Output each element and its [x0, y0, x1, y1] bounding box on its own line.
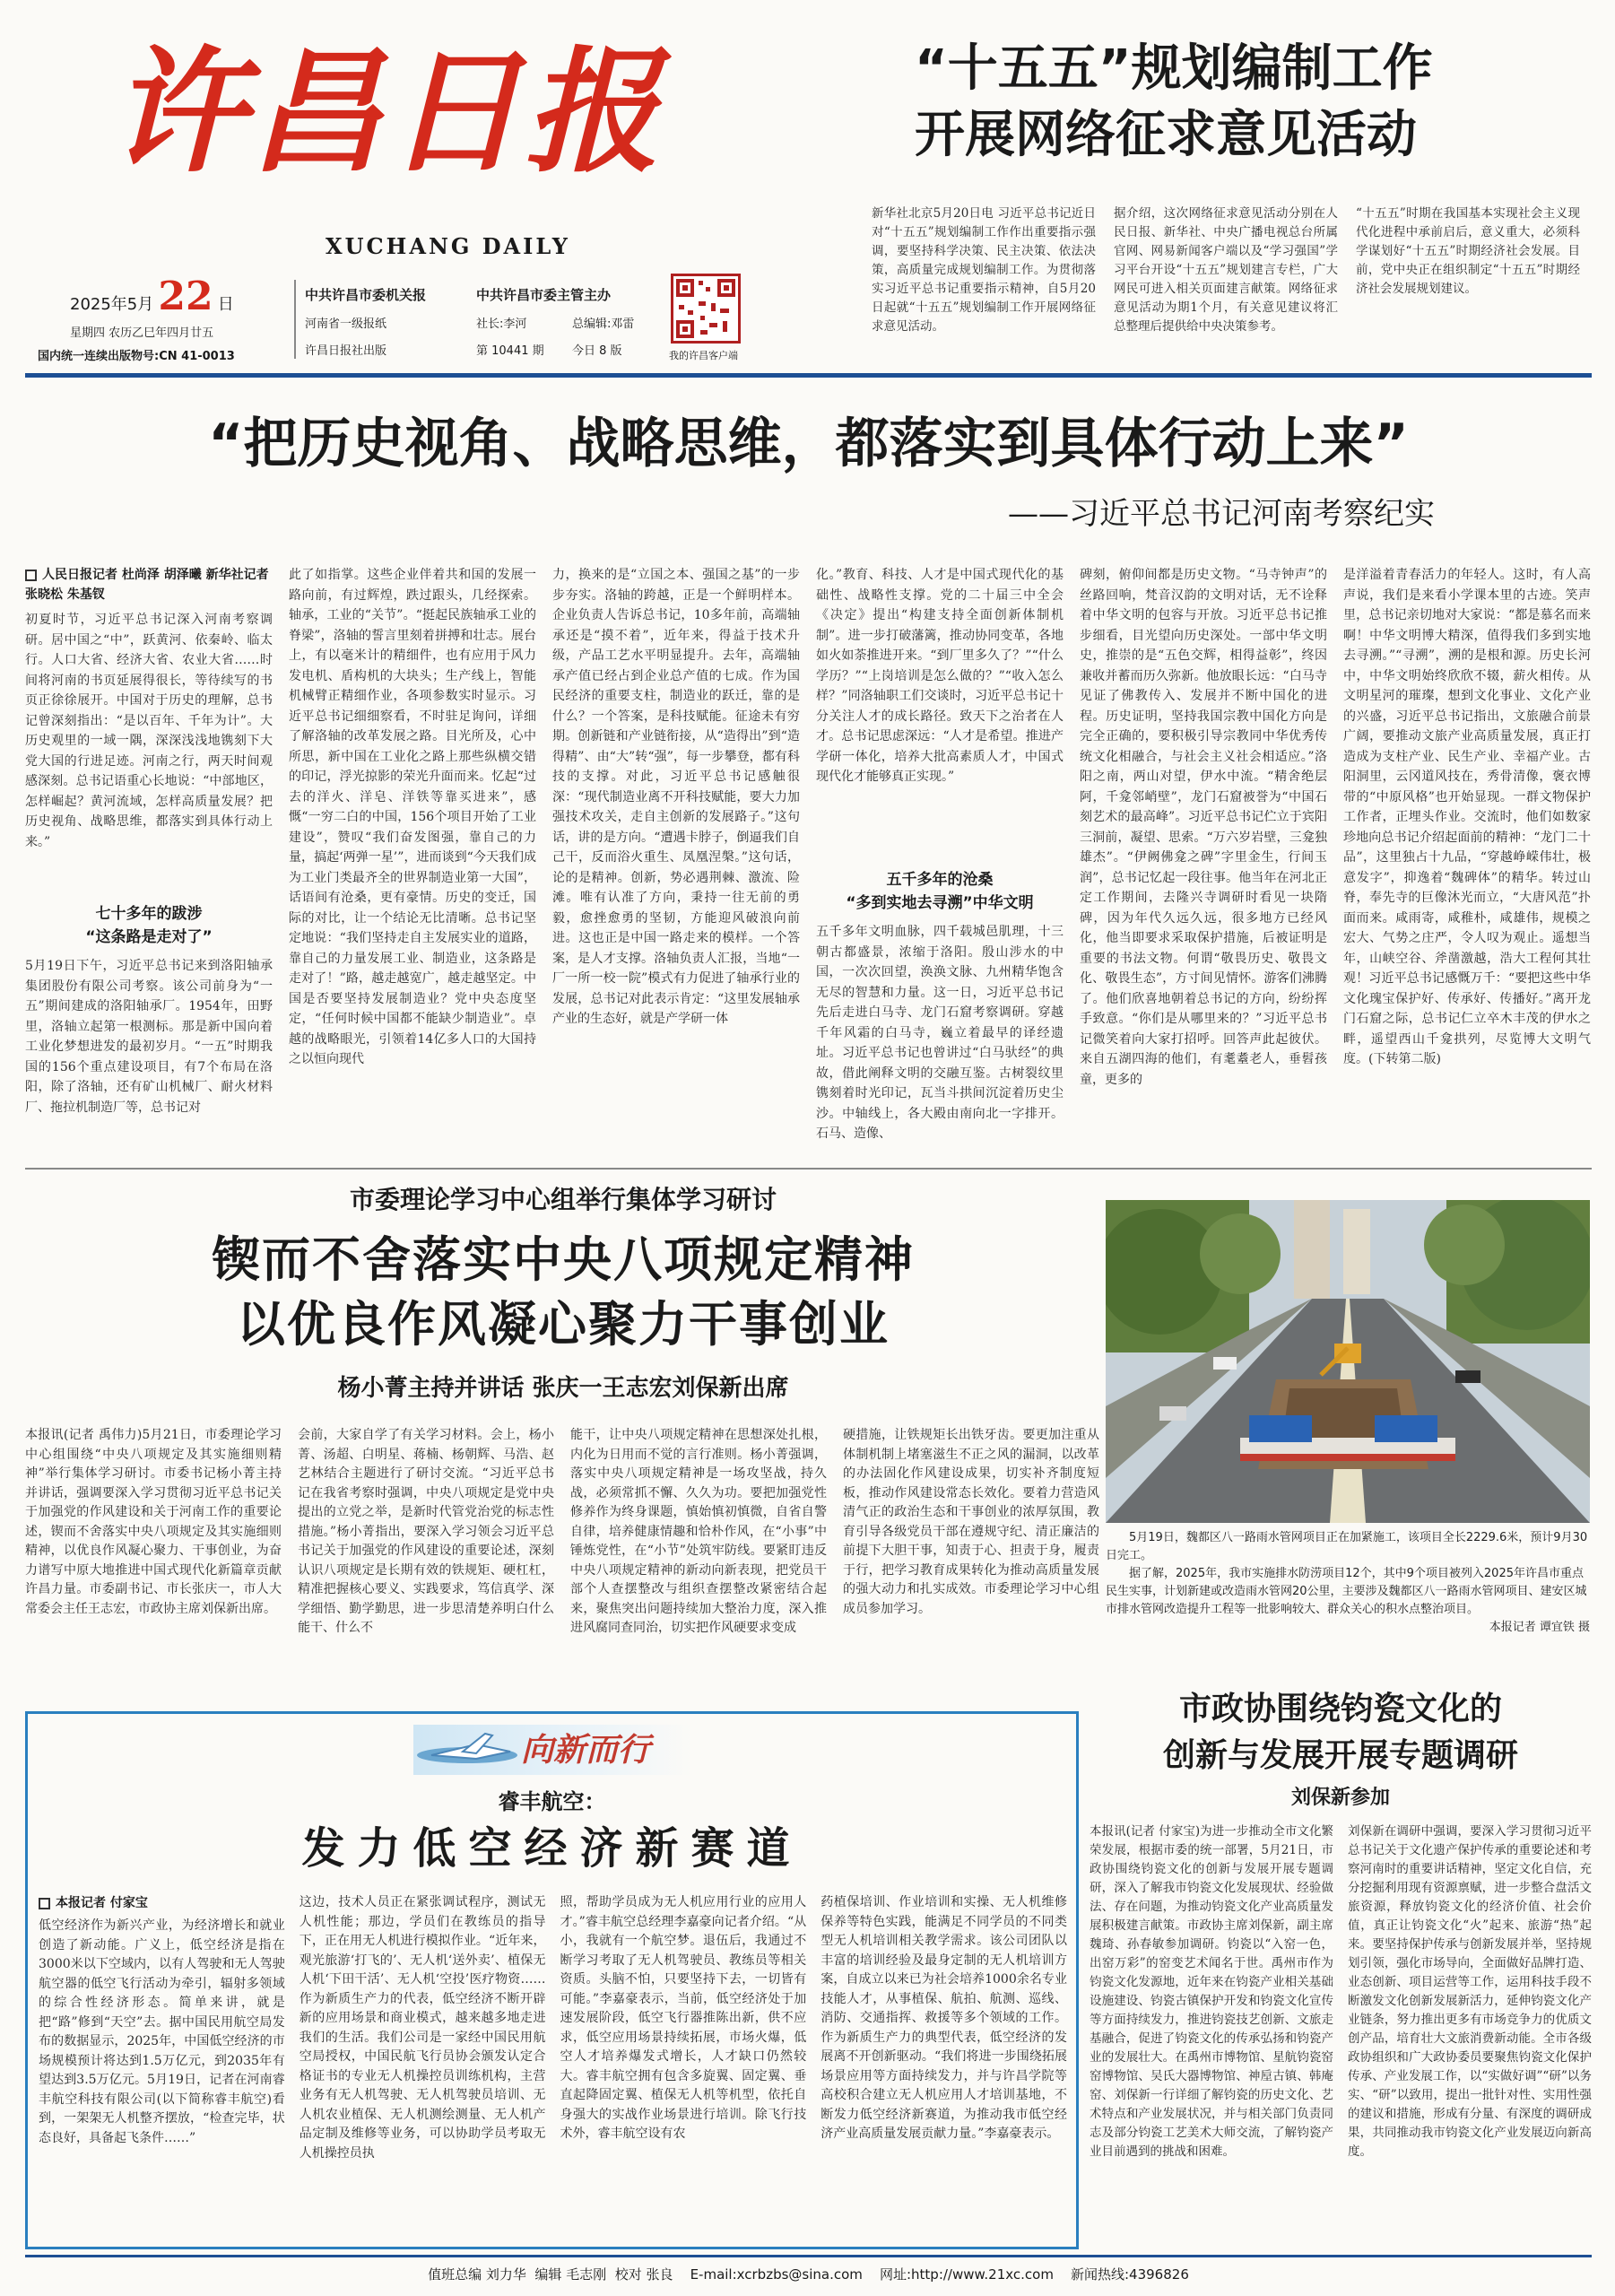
qr-caption: 我的许昌客户端 [669, 350, 738, 361]
feature-banner [413, 1725, 691, 1775]
main-col4-subhead: 五千多年的沧桑 “多到实地去寻溯”中华文明 [846, 871, 1034, 912]
top-headline-line2: 开展网络征求意见活动 [915, 106, 1417, 164]
main-story-body [25, 565, 1592, 1157]
second-subtitle: 杨小菁主持并讲话 张庆一王志宏刘保新出席 [337, 1375, 789, 1402]
sponsor-primary: 中共许昌市委机关报 [305, 287, 427, 303]
date-line [70, 274, 234, 319]
feature-col4: 药植保培训、作业培训和实操、无人机维修保养等特色实践，能满足不同学员的不同类型无人机培训相关教学需求。该公司团队以丰富的培训经验及最身定制的无人机培训方案，自成立以来已为社会培养1000余名专业技能人才，从事植保、航拍、航测、巡线、消防、交通指挥、救援等多个领域的工作。作为新质生产力的典型代表，低空经济的发展离不开创新驱动。“我们将进一步围绕拓展场景应用等方面持续发力，并与许昌学院等高校积合建立无人机应用人才培训基地，不断发力低空经济新赛道，为推动我市低空经济产业高质量发展贡献力量。”李嘉豪表示。 [821, 1895, 1067, 2141]
footer-rule [25, 2255, 1592, 2257]
street-construction-photo [1106, 1200, 1590, 1523]
main-col3: 力，换来的是“立国之本、强国之基”的一步步夯实。洛轴的跨越，正是一个鲜明样本。企业负责人告诉总书记，10多年前，高端轴承还是“摸不着”，近年来，得益于技术升级，产品工艺水平明显提升。去年，高端轴承产值已经占到企业总产值的七成。作为国民经济的重要支柱，制造业的跃迁，靠的是什么？一个答案，是科技赋能。征途未有穷期。创新链和产业链衔接，从“造得出”到“造得精”、由“大”转“强”，每一步攀登，都有科技的支撑。对此，习近平总书记感触很深：“现代制造业离不开科技赋能，要大力加强技术攻关，走自主创新的发展路子。”这句话，讲的是方向。“遭遇卡脖子，倒逼我们自己干，反而浴火重生、凤凰涅槃。”这句话，论的是精神。创新，势必遇荆棘、激流、险滩。唯有认准了方向，秉持一往无前的勇毅，愈挫愈勇的坚韧，方能迎风破浪向前进。这也正是中国一路走来的模样。一个答案，是人才支撑。洛轴负责人汇报，当地“一厂一所一校一院”模式有力促进了轴承行业的发展，总书记对此表示肯定：“这里发展轴承产业的生态好，就是产学研一体 [552, 568, 800, 1026]
photo-credit: 本报记者 谭宜铁 摄 [1489, 1621, 1590, 1634]
side-story-body [1090, 1822, 1592, 2244]
main-subtitle: ——习近平总书记河南考察纪实 [1008, 496, 1435, 532]
second-story-body [25, 1426, 1101, 1704]
second-col3: 能干，让中央八项规定精神在思想深处扎根，内化为日用而不觉的言行准则。杨小菁强调，落实中央八项规定精神是一场攻坚战，持久战，必须常抓不懈、久久为功。要把加强党性修养作为终身课题，慎始慎初慎微，自省自警自律，培养健康情趣和恰朴作风，在“小事”中锤炼党性，在“小节”处筑牢防线。要紧盯违反中央八项规定精神的新动向新表现，把党员干部个人查摆整改与组织查摆整改紧密结合起来，聚焦突出问题持续加大整治力度，深入推进风腐同查同治，切实把作风硬要求变成 [570, 1428, 827, 1635]
main-col1 [25, 565, 273, 1157]
feature-headline: 发力低空经济新赛道 [301, 1823, 803, 1874]
main-col5: 碑刻，俯仰间都是历史文物。“马寺钟声”的丝路回响，梵音汉韵的文明对话，无不诠释着中华文明的包容与开放。习近平总书记推步细看，目光望向历史深处。一部中华文明史，推崇的是“五色交辉，相得益彰”，终因兼收并蓄而历久弥新。他放眼长远：“白马寺见证了佛教传入、发展并不断中国化的进程。历史证明，坚持我国宗教中国化方向是完全正确的，要积极引导宗教同中华优秀传统文化相融合，与社会主义社会相适应。”洛阳之南，两山对望，伊水中流。“精舍绝层阿，千龛邻峭壁”，龙门石窟被誉为“中国石刻艺术的最高峰”。习近平总书记伫立于宾阳三洞前，凝望、思索。“万六岁岩壁，三龛独雄杰”。“伊阙佛龛之碑”字里金生，行间玉润”，总书记忆起一段往事。他当年在河北正定工作期间，去隆兴寺调研时看见一块隋碑，因为年代久远久远，很多地方已经风化，他当即要求采取保护措施，后被证明是重要的书法文物。何谓“敬畏历史、敬畏文化、敬畏生态”，方寸间见情怀。游客们沸腾了。他们欣喜地朝着总书记的方向，纷纷挥手致意。“你们是从哪里来的？”习近平总书记微笑着向大家打招呼。回答声此起彼伏。来自五湖四海的他们，有耄耋老人，垂髫孩童，更多的 [1080, 568, 1327, 1087]
main-col4 [816, 565, 1064, 1157]
second-headline-1: 锲而不舍落实中央八项规定精神 [212, 1231, 915, 1288]
feature-col1-text: 低空经济作为新兴产业，为经济增长和就业创造了新动能。广义上，低空经济是指在3000米以下空域内，以有人驾驶和无人驾驶航空器的低空飞行活动为牵引，辐射多领域的综合性经济形态。简单来讲，就是把“路”修到“天空”去。据中国民用航空局发布的数据显示，2025年，中国低空经济的市场规模预计将达到1.5万亿元，到2035年有望达到3.5万亿元。5月19日，记者在河南睿丰航空科技有限公司(以下简称睿丰航空)看到，一架架无人机整齐摆放，“检查完毕，状态良好，具备起飞条件……” [39, 1918, 285, 2145]
main-col2: 此了如指掌。这些企业伴着共和国的发展一路向前，有过辉煌，跌过跟头，几经探索。轴承，工业的“关节”。“挺起民族轴承工业的脊梁”，洛轴的誓言里刻着拼搏和壮志。展台上，有以毫米计的精细件，也有应用于风力发电机、盾构机的大块头；生产线上，智能机械臂正精细作业，各项参数实时显示。习近平总书记细细察看，不时驻足询问，详细了解洛轴的改革发展之路。目光所及，心中所思，新中国在工业化之路上那些纵横交错的印记，浮光掠影的荣光升面而来。忆起“过去的洋火、洋皂、洋铁等靠买进来”，感慨“一穷二白的中国，156个项目开始了工业建设”，赞叹“我们奋发图强，靠自己的力量，搞起‘两弹一星’”，进而谈到“今天我们成为工业门类最齐全的世界制造业第一大国”，话语间有沧桑，更有豪情。历史的变迁，国际的对比，让一个结论无比清晰。总书记坚定地说：“我们坚持走自主发展实业的道路，靠自己的力量发展工业、制造业，这条路是走对了！”路，越走越宽广，越走越坚定。中国是否要坚持发展制造业？党中央态度坚定，“任何时候中国都不能缺少制造业”。卓越的战略眼光，引领着14亿多人口的大国持之以恒向现代 [289, 568, 536, 1066]
feature-box [25, 1711, 1079, 2249]
main-col1-text-b: 5月19日下午，习近平总书记来到洛阳轴承集团股份有限公司考察。该公司前身为“一五”期间建成的洛阳轴承厂。1954年，田野里，洛轴立起第一根测标。那是新中国向着工业化梦想进发的最初岁月。“一五”时期我国的156个重点建设项目，有7个布局在洛阳，除了洛轴，还有矿山机械厂、耐火材料厂、拖拉机制造厂等，总书记对 [25, 959, 273, 1115]
main-col1-subhead: 七十多年的跋涉 “这条路是走对了” [85, 905, 213, 946]
masthead-rule [25, 373, 1592, 378]
newspaper-logo: 许昌日报 [110, 33, 664, 191]
feature-col3: 照，帮助学员成为无人机应用行业的应用人才。”睿丰航空总经理李嘉豪向记者介绍。“从小，我就有一个航空梦。退伍后，我通过不断学习考取了无人机驾驶员、教练员等相关资质。头脑不怕，只要坚持下去，一切皆有可能。”李嘉豪表示，当前，低空经济处于加速发展阶段，低空飞行器推陈出新，供不应求，低空应用场景持续拓展，市场火爆，低空人才培养爆发式增长，人才缺口仍然较大。睿丰航空拥有包含多旋翼、固定翼、垂直起降固定翼、植保无人机等机型，依托自身强大的实战作业场景进行培训。除飞行技术外，睿丰航空设有农 [560, 1895, 807, 2141]
feature-kicker: 睿丰航空： [498, 1789, 606, 1814]
second-kicker: 市委理论学习中心组举行集体学习研讨 [349, 1185, 777, 1214]
date-suffix: 日 [217, 295, 234, 314]
footer-text: 值班总编 刘力华 编辑 毛志刚 校对 张良 E-mail:xcrbzbs@sina.com 网址:http://www.21xc.com 新闻热线:4396826 [428, 2266, 1189, 2283]
feature-byline: 本报记者 付家宝 [39, 1893, 285, 1913]
feature-col2: 这边，技术人员正在紧张调试程序，测试无人机性能；那边，学员们在教练员的指导下，正在用无人机进行模拟作业。“近年来，观光旅游‘打飞的’、无人机‘送外卖’、植保无人机‘下田干活’、无人机‘空投’医疗物资……作为新质生产力的代表，低空经济不断开辟新的应用场景和商业模式，越来越多地走进我们的生活。我们公司是一家经中国民用航空局授权，中国民航飞行员协会颁发认定合格证书的专业无人机操控员训练机构，主营业务有无人机驾驶、无人机驾驶员培训、无人机农业植保、无人机测绘测量、无人机产品定制及维修等业务，可以协助学员考取无人机操控员执 [299, 1895, 546, 2161]
photo-caption-line2: 据了解，2025年，我市实施排水防涝项目12个，其中9个项目被列入2025年许昌市重点民生实事，计划新建或改造雨水管网20公里，主要涉及魏都区八一路雨水管网项目、建安区城市排水管网改造提升工程等一批影响较大、群众关心的积水点整治项目。 [1106, 1567, 1587, 1616]
feature-banner-text: 向新而行 [521, 1731, 651, 1769]
top-story-col1: 新华社北京5月20日电 习近平总书记近日对“十五五”规划编制工作作出重要指示强调，要坚持科学决策、民主决策、依法决策，高质量完成规划编制工作。为贯彻落实习近平总书记重要指示精神，自5月20日起就“十五五”规划编制工作开展网络征求意见活动。 [872, 206, 1096, 334]
feature-body [39, 1893, 1067, 2239]
side-subtitle: 刘保新参加 [1290, 1786, 1390, 1809]
date-day: 22 [158, 274, 213, 319]
square-bullet-icon [25, 570, 37, 581]
side-col1: 本报讯(记者 付家宝)为进一步推动全市文化繁荣发展，根据市委的统一部署，5月21日，市政协围绕钧瓷文化的创新与发展开展专题调研，深入了解我市钧瓷文化发展现状、经验做法、存在问题，为推动钧瓷文化产业高质量发展积极建言献策。市政协主席刘保新，副主席魏琦、孙春敏参加调研。钧瓷以“入窑一色，出窑万彩”的窑变艺术闻名于世。禹州市作为钧瓷文化发源地，近年来在钧瓷产业相关基础设施建设、钧瓷古镇保护开发和钧瓷文化宣传等方面持续发力，推进钧瓷技艺创新、文旅走基融合，促进了钧瓷文化的传承弘扬和钧瓷产业的发展壮大。在禹州市博物馆、星航钧瓷窑窑博物馆、吴氏大器博物馆、神垕古镇、韩庵窑、刘保新一行详细了解钧瓷的历史文化、艺术特点和产业发展状况，并与相关部门负责同志及部分钧瓷工艺美术大师交流，了解钧瓷产业目前遇到的挑战和困难。 [1090, 1824, 1333, 2159]
sponsor-secondary: 中共许昌市委主管主办 [476, 287, 612, 303]
feature-col1 [39, 1893, 285, 2239]
second-headline-2: 以优良作风凝心聚力干事创业 [237, 1296, 890, 1352]
qr-code[interactable] [671, 274, 741, 344]
issue-number: 第 10441 期 [476, 344, 544, 358]
section-divider-1 [25, 1168, 1592, 1170]
main-col1-text: 初夏时节，习近平总书记深入河南考察调研。居中国之“中”，跃黄河、依秦岭、临太行。人口大省、经济大省、农业大省……时间将河南的书页延展得很长，等待续写的书页正徐徐展开。中国对于历史的理解，总书记曾深刻指出：“是以百年、千年为计”。大历史观里的一域一隅，深深浅浅地镌刻下大党大国的行进足迹。河南之行，两天时间观感深刻。总书记语重心长地说：“中部地区，怎样崛起？黄河流域，怎样高质量发展？把历史视角、战略思维，都落实到具体行动上来。” [25, 613, 273, 849]
masthead-divider [294, 280, 296, 359]
newspaper-rank: 河南省一级报纸 [305, 317, 387, 331]
side-headline-2: 创新与发展开展专题调研 [1162, 1737, 1518, 1774]
page-count: 今日 8 版 [572, 344, 622, 358]
english-name: XUCHANG DAILY [326, 233, 570, 259]
weekday-lunar: 星期四 农历乙巳年四月廿五 [70, 326, 214, 340]
main-col4-text: 化。”教育、科技、人才是中国式现代化的基础性、战略性支撑。党的二十届三中全会《决定》提出“构建支持全面创新体制机制”。进一步打破藩篱，推动协同变革，各地如火如荼推进开来。“到厂里多久了？”“什么学历？”“上岗培训是怎么做的？”“收入怎么样？”同洛轴职工们交谈时，习近平总书记十分关注人才的成长路径。致天下之治者在人才。总书记思虑深远：“人才是希望。推进产学研一体化，培养大批高素质人才，中国式现代化才能够真正实现。” [816, 568, 1064, 784]
news-photo [1106, 1200, 1590, 1523]
second-col4: 硬措施，让铁规矩长出铁牙齿。要更加注重从体制机制上堵塞滋生不正之风的漏洞，以改革的办法固化作风建设成果，切实补齐制度短板，推动作风建设常态长效化。要着力营造风清气正的政治生态和干事创业的浓厚氛围，教育引导各级党员干部在遵规守纪、清正廉洁的前提下大胆干事，知责于心、担责于身，履责于行，把学习教育成果转化为推动高质量发展的强大动力和扎实成效。市委理论学习中心组成员参加学习。 [843, 1428, 1099, 1616]
second-col2: 会前，大家自学了有关学习材料。会上，杨小菁、汤超、白明星、蒋楠、杨朝辉、马浩、赵艺林结合主题进行了研讨交流。“习近平总书记在我省考察时强调，中央八项规定是党中央提出的立党之举，是新时代管党治党的标志性措施。”杨小菁指出，要深入学习领会习近平总书记关于加强党的作风建设的重要论述，深刻认识八项规定是长期有效的铁规矩、硬杠杠，精准把握核心要义、实践要求，笃信真学、深学细悟、勤学勤思，进一步思清楚养明白什么能干、什么不 [298, 1428, 554, 1635]
editor-in-chief: 总编辑:邓雷 [572, 317, 635, 331]
publisher: 许昌日报社出版 [305, 344, 387, 358]
side-col2: 刘保新在调研中强调，要深入学习贯彻习近平总书记关于文化遗产保护传承的重要论述和考察河南时的重要讲话精神，坚定文化自信，充分挖掘利用现有资源禀赋，进一步整合盘活文旅资源，释放钧瓷文化的经济价值、社会价值，真正让钧瓷文化“火”起来、旅游“热”起来。要坚持保护传承与创新发展并举，坚持规划引领，强化市场导向，全面做好品牌打造、业态创新、项目运营等工作，运用科技手段不断激发文化创新发展新活力，延伸钧瓷文化产业链条，努力推出更多有市场竞争力的优质文创产品，培育壮大文旅消费新动能。全市各级政协组织和广大政协委员要聚焦钧瓷文化保护传承、产业发展工作，以“实做好调”“研”以务实、“研”以致用，提出一批针对性、实用性强的建议和措施，形成有分量、有深度的调研成果，共同推动我市钧瓷文化产业发展迈向新高度。 [1348, 1824, 1592, 2159]
side-headline-1: 市政协围绕钧瓷文化的 [1178, 1691, 1502, 1727]
photo-caption [1106, 1529, 1590, 1637]
photo-caption-line1: 5月19日，魏都区八一路雨水管网项目正在加紧施工，该项目全长2229.6米，预计9月30日完工。 [1106, 1531, 1588, 1562]
president: 社长:李河 [476, 317, 527, 331]
cn-number: 国内统一连续出版物号:CN 41-0013 [38, 350, 235, 363]
main-byline: 人民日报记者 杜尚泽 胡泽曦 新华社记者 张晓松 朱基钗 [25, 568, 269, 602]
date-prefix: 2025年5月 [70, 295, 154, 314]
top-story-col3: “十五五”时期在我国基本实现社会主义现代化进程中承前启后，意义重大，必须科学谋划好“十五五”时期经济社会发展。目前，党中央正在组织制定“十五五”时期经济社会发展规划建议。 [1356, 206, 1580, 296]
main-col4-text-b: 五千多年文明血脉，四千载城邑肌理，十三朝古都盛景，浓缩于洛阳。殷山涉水的中国，一次次回望，涣涣文脉、九州精华饱含无尽的智慧和力量。这一日，习近平总书记先后走进白马寺、龙门石窟考察调研。穿越千年风霜的白马寺，巍立着最早的译经遗址。习近平总书记也曾讲过“白马驮经”的典故，借此阐释文明的交融互鉴。古树裂纹里镌刻着时光印记，瓦当斗拱间沉淀着历史尘沙。中轴线上，各大殿由南向北一字排开。石马、造像、 [816, 925, 1064, 1141]
top-story-body [872, 204, 1589, 357]
top-headline-line1: “十五五”规划编制工作 [915, 39, 1433, 98]
square-bullet-icon [39, 1898, 50, 1909]
top-story-col2: 据介绍，这次网络征求意见活动分别在人民日报、新华社、中央广播电视总台所属官网、网易新闻客户端以及“学习强国”学习平台开设“十五五”规划建言专栏，广大网民可进入相关页面建言献策。网络征求意见活动为期1个月，有关意见建议将汇总整理后提供给中央决策参考。 [1114, 206, 1338, 334]
airplane-icon [413, 1725, 521, 1775]
side-story [1090, 1686, 1592, 2249]
main-headline: “把历史视角、战略思维，都落实到具体行动上来” [208, 413, 1409, 475]
main-col6: 是洋溢着青春活力的年轻人。这时，有人高声说，我们是来看小学课本里的古迹。笑声里，总书记亲切地对大家说：“都是慕名而来啊！中华文明博大精深，值得我们多到实地去寻溯。”“寻溯”，溯的是根和源。历史长河中，中华文明始终欣欣不辍，薪火相传。从文明星河的璀璨，想到文化事业、文化产业的兴盛，习近平总书记指出，文旅融合前景广阔，要推动文旅产业高质量发展，真正打造成为支柱产业、民生产业、幸福产业。古阳洞里，云冈道风技在，秀骨清像，褒衣博带的“中原风格”也开始显现。一群文物保护工作者，正埋头作业。交流时，他们如数家珍地向总书记介绍起面前的精神：“龙门二十品”，这里独占十九品，“穿越峥嵘伟壮，极意发字”，抑逸着“魏碑体”的精华。转过山脊，奉先寺的巨像沐光而立，“大唐风范”扑面而来。咸雨寄，咸稚朴，咸雄伟，规模之宏大、气势之庄严，令人叹为观止。遥想当年，山峡空谷、斧凿激越，浩大工程何其壮观！习近平总书记感慨万千：“要把这些中华文化瑰宝保护好、传承好、传播好。”离开龙门石窟之际，总书记仁立卒木丰茂的伊水之畔，遥望西山千龛拱列，尽览博大文明气度。(下转第二版) [1343, 568, 1591, 1066]
second-col1: 本报讯(记者 禹伟力)5月21日，市委理论学习中心组围绕“中央八项规定及其实施细则精神”举行集体学习研讨。市委书记杨小菁主持并讲话，强调要深入学习贯彻习近平总书记关于加强党的作风建设和关于河南工作的重要论述，锲而不舍落实中央八项规定及其实施细则精神，以优良作风凝心聚力、干事创业，为奋力谱写中原大地推进中国式现代化新篇章贡献许昌力量。市委副书记、市长张庆一，市人大常委会主任王志宏，市政协主席刘保新出席。 [25, 1428, 282, 1616]
top-story-headline [915, 36, 1578, 169]
